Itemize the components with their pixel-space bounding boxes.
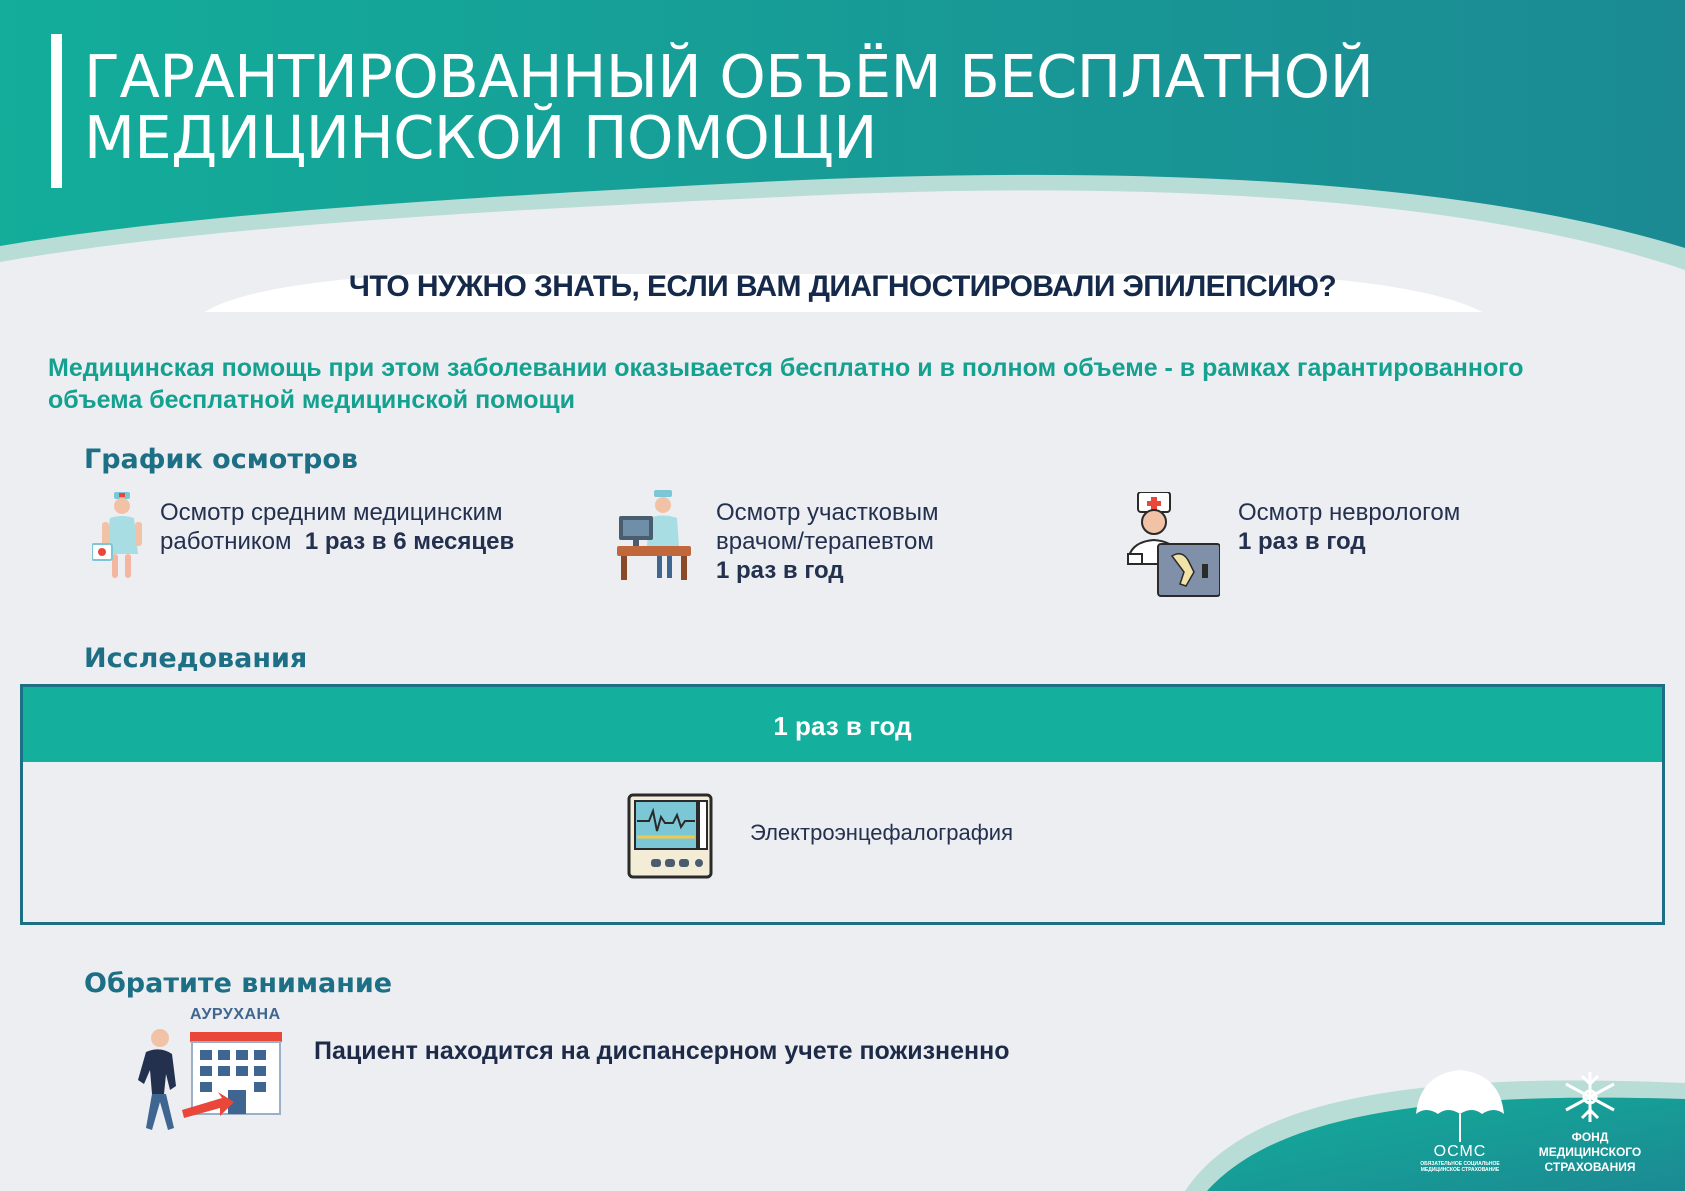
title-accent-bar xyxy=(51,34,62,188)
osms-logo-text: ОСМС xyxy=(1433,1143,1487,1160)
fund-logo-line3: СТРАХОВАНИЯ xyxy=(1544,1160,1636,1174)
hospital-sign: АУРУХАНА xyxy=(190,1006,281,1023)
patient-hospital-icon xyxy=(130,1024,290,1134)
fund-logo-text xyxy=(1530,1130,1650,1175)
exam-therapist-frequency: 1 раз в год xyxy=(716,557,844,584)
title-line-1: ГАРАНТИРОВАННЫЙ ОБЪЁМ БЕСПЛАТНОЙ xyxy=(84,42,1374,111)
question-heading: ЧТО НУЖНО ЗНАТЬ, ЕСЛИ ВАМ ДИАГНОСТИРОВАЛИ ЭПИЛЕПСИЮ? xyxy=(348,270,1337,303)
notice-heading: Обратите внимание xyxy=(84,968,393,999)
fund-logo-line1: ФОНД xyxy=(1571,1130,1609,1144)
exam-therapist-text xyxy=(716,498,938,585)
exam-item-nurse xyxy=(92,498,572,598)
fund-logo-line2: МЕДИЦИНСКОГО xyxy=(1538,1145,1642,1159)
eeg-monitor-icon xyxy=(627,793,713,879)
nurse-icon xyxy=(92,492,154,582)
therapist-icon xyxy=(617,490,693,584)
osms-umbrella-icon xyxy=(1412,1068,1508,1146)
exam-nurse-frequency: 1 раз в 6 месяцев xyxy=(304,528,515,555)
page-title xyxy=(84,42,1584,172)
neurologist-icon xyxy=(1120,492,1220,600)
exam-item-therapist xyxy=(617,498,1017,598)
exam-nurse-text xyxy=(160,498,514,556)
exam-item-neurologist xyxy=(1120,498,1520,608)
studies-frequency-header: 1 раз в год xyxy=(23,687,1662,762)
studies-heading: Исследования xyxy=(84,643,308,674)
exams-heading: График осмотров xyxy=(84,444,358,475)
notice-text: Пациент находится на диспансерном учете пожизненно xyxy=(314,1037,1010,1065)
title-line-2: МЕДИЦИНСКОЙ ПОМОЩИ xyxy=(84,103,877,172)
osms-logo-subtext: ОБЯЗАТЕЛЬНОЕ СОЦИАЛЬНОЕ МЕДИЦИНСКОЕ СТРАХОВАНИЕ xyxy=(1420,1161,1500,1173)
exam-neurologist-line1: Осмотр неврологом xyxy=(1238,499,1461,526)
exam-neurologist-text xyxy=(1238,498,1460,556)
exam-neurologist-frequency: 1 раз в год xyxy=(1238,528,1366,555)
exam-nurse-line1: Осмотр средним медицинским xyxy=(160,499,503,526)
exam-therapist-line1: Осмотр участковым xyxy=(716,499,939,526)
studies-table xyxy=(20,684,1665,925)
fund-snowflake-icon xyxy=(1562,1070,1618,1124)
study-eeg-label: Электроэнцефалография xyxy=(750,820,1013,845)
exam-therapist-line2: врачом/терапевтом xyxy=(716,528,934,555)
exam-nurse-line2: работником xyxy=(160,528,292,555)
intro-text: Медицинская помощь при этом заболевании оказывается бесплатно и в полном объеме - в рамках гарантированного объема бесплатной медицинской помощи xyxy=(48,354,1524,414)
